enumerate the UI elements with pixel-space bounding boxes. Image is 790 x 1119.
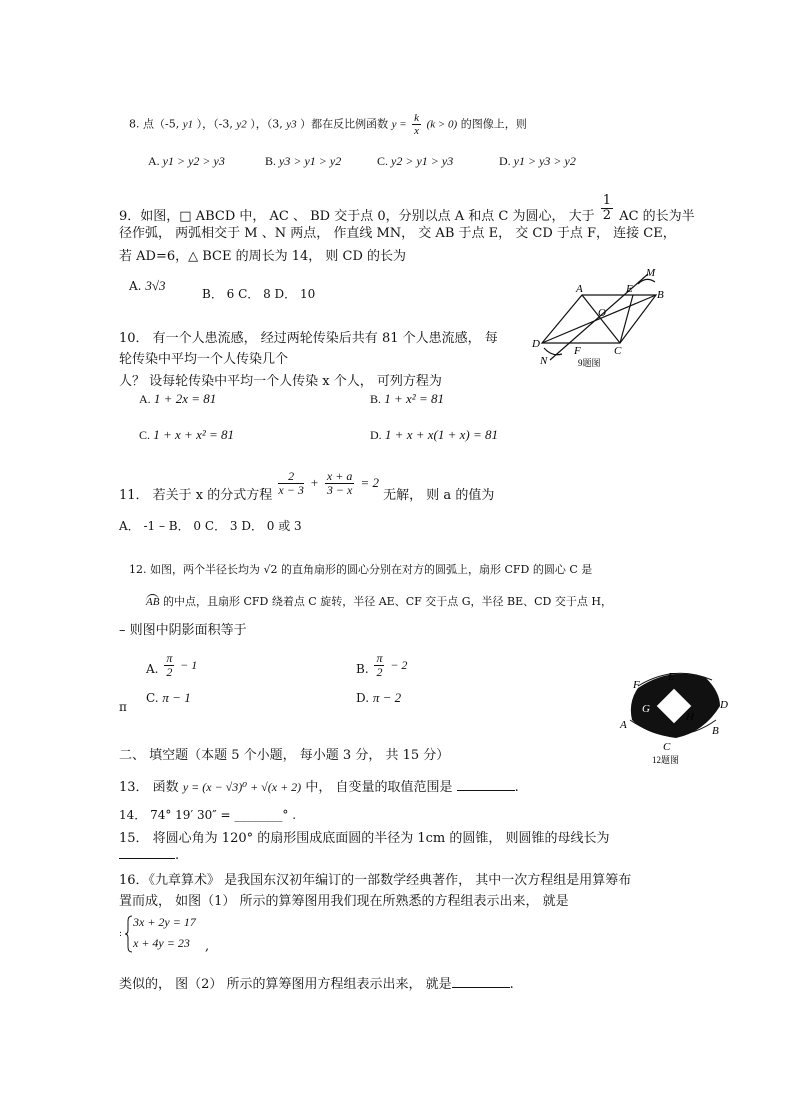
q9-line3: 若 AD=6，△ BCE 的周长为 14， 则 CD 的长为: [119, 249, 407, 264]
q12-option-d: [356, 690, 401, 706]
q12-arc-ab: AB: [146, 596, 160, 608]
q12-option-a-pi: π: [166, 651, 173, 665]
q12-option-a-frac: [164, 652, 174, 679]
q9-label-o: O: [598, 307, 606, 319]
q12-line2-text: 的中点，且扇形 CFD 绕着点 C 旋转，半径 AE、CF 交于点 G，半径 BE、CD 交于点 H，: [162, 595, 612, 608]
q10-option-c-label: C.: [139, 428, 151, 442]
q12-line1: 12. 如图，两个半径长均为 √2 的直角扇形的圆心分别在对方的圆弧上，扇形 CFD 的圆心 C 是: [129, 563, 593, 576]
q13-expr: y = (x − √3)⁰ + √(x + 2): [182, 780, 302, 794]
q12-option-b-rest: − 2: [390, 658, 408, 673]
q9-option-a-label: A.: [129, 279, 142, 293]
q13-stem-b: 中， 自变量的取值范围是: [305, 780, 453, 795]
q12-label-d: D: [720, 699, 728, 711]
q12-option-a-rest: − 1: [180, 658, 198, 673]
q16-line3-text: 类似的， 图（2） 所示的算筹图用方程组表示出来， 就是: [119, 977, 452, 992]
q12-line2: [146, 593, 612, 609]
q13-stem-a: 13． 函数: [119, 780, 179, 795]
q13-line: [119, 776, 519, 795]
q10-line3: 人？ 设每轮传染中平均一个人传染 x 个人， 可列方程为: [119, 374, 442, 389]
q9-label-c: C: [614, 345, 622, 357]
q16-system-marker: :: [119, 929, 123, 939]
q8-option-c: [377, 154, 453, 169]
q10-option-c-expr: 1 + x + x² = 81: [153, 427, 235, 442]
q8-stem-d: ）都在反比例函数: [300, 117, 389, 131]
q11-stem: [119, 469, 495, 504]
q8-stem-a: 8. 点（-5,: [129, 117, 180, 131]
q12-option-c-label: C.: [146, 691, 159, 705]
q12-label-b: B: [712, 725, 719, 737]
q9-line1-a: 9．如图，□ ABCD 中， AC 、 BD 交于点 0，分别以点 A 和点 C 为圆心， 大于: [119, 209, 595, 225]
q9-figure: [530, 262, 670, 370]
q14-line: 14． 74° 19′ 30″ = ________° .: [119, 808, 297, 822]
q8-option-b-expr: y3 > y1 > y2: [279, 154, 342, 168]
q8-func-cond: (k > 0): [426, 118, 458, 131]
q9-label-d: D: [532, 338, 540, 350]
q8-stem-b: ），（-3,: [196, 117, 233, 131]
q16-line3: [119, 973, 514, 992]
q12-figure: [616, 668, 736, 766]
q12-stray-pi: π: [119, 700, 127, 714]
q9-diagonal-ac: [582, 295, 620, 343]
q10-line1: 10． 有一个人患流感， 经过两轮传染后共有 81 个人患流感， 每: [119, 331, 498, 346]
q12-figure-caption: 12题图: [652, 755, 680, 765]
q13-answer-blank[interactable]: [457, 790, 515, 791]
q9-label-a: A: [576, 283, 583, 295]
q10-option-a-expr: 1 + 2x = 81: [153, 391, 217, 406]
q8-option-a-expr: y1 > y2 > y3: [162, 154, 225, 168]
q12-option-b: [356, 652, 407, 679]
q12-option-b-frac: [374, 652, 384, 679]
q9-options-rest: B． 6 C． 8 D． 10: [202, 287, 316, 301]
q12-option-c-expr: π − 1: [162, 690, 191, 705]
q16-system-brace: [125, 915, 133, 953]
q16-system-eq1: 3x + 2y = 17: [133, 915, 196, 929]
q9-diagonal-bd: [542, 295, 656, 343]
q8-y1: y1: [182, 118, 194, 131]
q11-options: A． -1 – B． 0 C． 3 D． 0 或 3: [119, 519, 302, 533]
q15-line2: [119, 848, 179, 863]
q12-option-b-pi: π: [376, 651, 383, 665]
q10-option-c: [139, 427, 234, 443]
q12-label-g: G: [642, 703, 650, 715]
q8-option-d-expr: y1 > y3 > y2: [513, 154, 576, 168]
q8-option-c-label: C.: [377, 154, 389, 168]
q9-option-a-value: 3√3: [145, 278, 166, 293]
q15-period: .: [175, 848, 180, 863]
q16-system-eq2: x + 4y = 23: [133, 936, 190, 950]
q16-line2: 置而成， 如图（1） 所示的算筹图用我们现在所熟悉的方程组表示出来， 就是: [119, 894, 569, 909]
q8-y2: y2: [236, 118, 247, 131]
q9-half-den: 2: [602, 208, 612, 224]
q15-answer-blank[interactable]: [119, 858, 175, 859]
q8-y3: y3: [286, 118, 297, 131]
q8-func-num: k: [414, 112, 420, 124]
q10-option-d-label: D.: [370, 428, 382, 442]
q11-stem-b: 无解， 则 a 的值为: [383, 488, 495, 504]
q8-option-a-label: A.: [148, 154, 160, 168]
q12-label-f: F: [633, 679, 640, 691]
q8-func-frac: [412, 112, 421, 137]
q12-option-d-label: D.: [356, 691, 370, 705]
q10-option-a: [139, 391, 216, 407]
q9-label-f: F: [574, 345, 581, 357]
q9-label-m: M: [646, 267, 656, 279]
q11-fraction-2-den: 3 − x: [326, 483, 353, 498]
q12-option-a: [146, 652, 197, 679]
q12-label-e: E: [668, 671, 675, 683]
q9-half-num: 1: [602, 193, 612, 208]
q12-label-h: H: [686, 711, 694, 723]
q10-option-d: [370, 427, 498, 443]
q8-stem-e: 的图像上，则: [460, 117, 527, 131]
q12-option-b-label: B.: [356, 662, 369, 677]
q12-label-a: A: [620, 719, 627, 731]
q16-period: .: [509, 977, 514, 992]
q12-option-b-den: 2: [376, 665, 383, 680]
q9-label-e: E: [626, 283, 633, 295]
q9-line-ce: [620, 295, 633, 343]
q9-line1-b: AC 的长为半: [619, 209, 695, 225]
q11-fraction-2: [325, 470, 354, 497]
q11-plus: +: [310, 475, 319, 491]
q8-option-d-label: D.: [499, 154, 511, 168]
q9-figure-caption: 9题图: [578, 358, 601, 368]
q16-line1: 16．《九章算术》 是我国东汉初年编订的一部数学经典著作， 其中一次方程组是用算筹布: [119, 873, 632, 888]
q11-fraction-1-den: x − 3: [278, 483, 304, 498]
q9-line2: 径作弧， 两弧相交于 M 、N 两点， 作直线 MN， 交 AB 于点 E， 交 CD 于点 F， 连接 CE，: [119, 226, 676, 241]
q16-system-comma: ,: [205, 939, 210, 954]
q9-label-b: B: [657, 289, 664, 301]
q15-line1: 15． 将圆心角为 120° 的扇形围成底面圆的半径为 1cm 的圆锥， 则圆锥的母线长为: [119, 831, 610, 846]
q9-line1: [119, 184, 695, 225]
q9-label-n: N: [540, 355, 548, 367]
q9-option-a: [129, 278, 165, 294]
q12-option-c: [146, 690, 191, 706]
q11-fraction-1-num: 2: [278, 470, 303, 484]
q8-stem: [129, 112, 527, 137]
q16-answer-blank[interactable]: [452, 987, 510, 988]
q8-stem-c: ），（3,: [250, 117, 283, 131]
q10-option-b: [370, 391, 444, 407]
q8-func-lhs: y =: [391, 118, 407, 131]
q8-option-a: [148, 154, 225, 169]
q12-option-d-expr: π − 2: [372, 690, 402, 705]
q11-stem-a: 11． 若关于 x 的分式方程: [119, 488, 273, 504]
q10-option-a-label: A.: [139, 392, 151, 406]
q11-fraction-1: [278, 470, 303, 497]
q8-option-b: [265, 154, 341, 169]
q10-line2: 轮传染中平均一个人传染几个: [119, 352, 289, 367]
q12-option-a-den: 2: [166, 665, 173, 680]
q13-period: .: [514, 780, 519, 795]
q10-option-d-expr: 1 + x + x(1 + x) = 81: [384, 427, 498, 442]
q9-half-frac: [601, 194, 613, 224]
q8-option-b-label: B.: [265, 154, 277, 168]
q12-line3: – 则图中阴影面积等于: [119, 623, 247, 638]
q10-option-b-expr: 1 + x² = 81: [384, 391, 444, 406]
q10-option-b-label: B.: [370, 392, 382, 406]
q8-func-den: x: [414, 125, 420, 138]
q12-label-c: C: [663, 741, 671, 753]
q11-fraction-2-num: x + a: [326, 469, 353, 483]
section2-title: 二、 填空题（本题 5 个小题， 每小题 3 分， 共 15 分）: [119, 748, 450, 763]
q8-option-d: [499, 154, 576, 169]
q11-rhs: = 2: [360, 475, 380, 491]
q12-option-a-label: A.: [146, 662, 159, 677]
q8-option-c-expr: y2 > y1 > y3: [391, 154, 454, 168]
